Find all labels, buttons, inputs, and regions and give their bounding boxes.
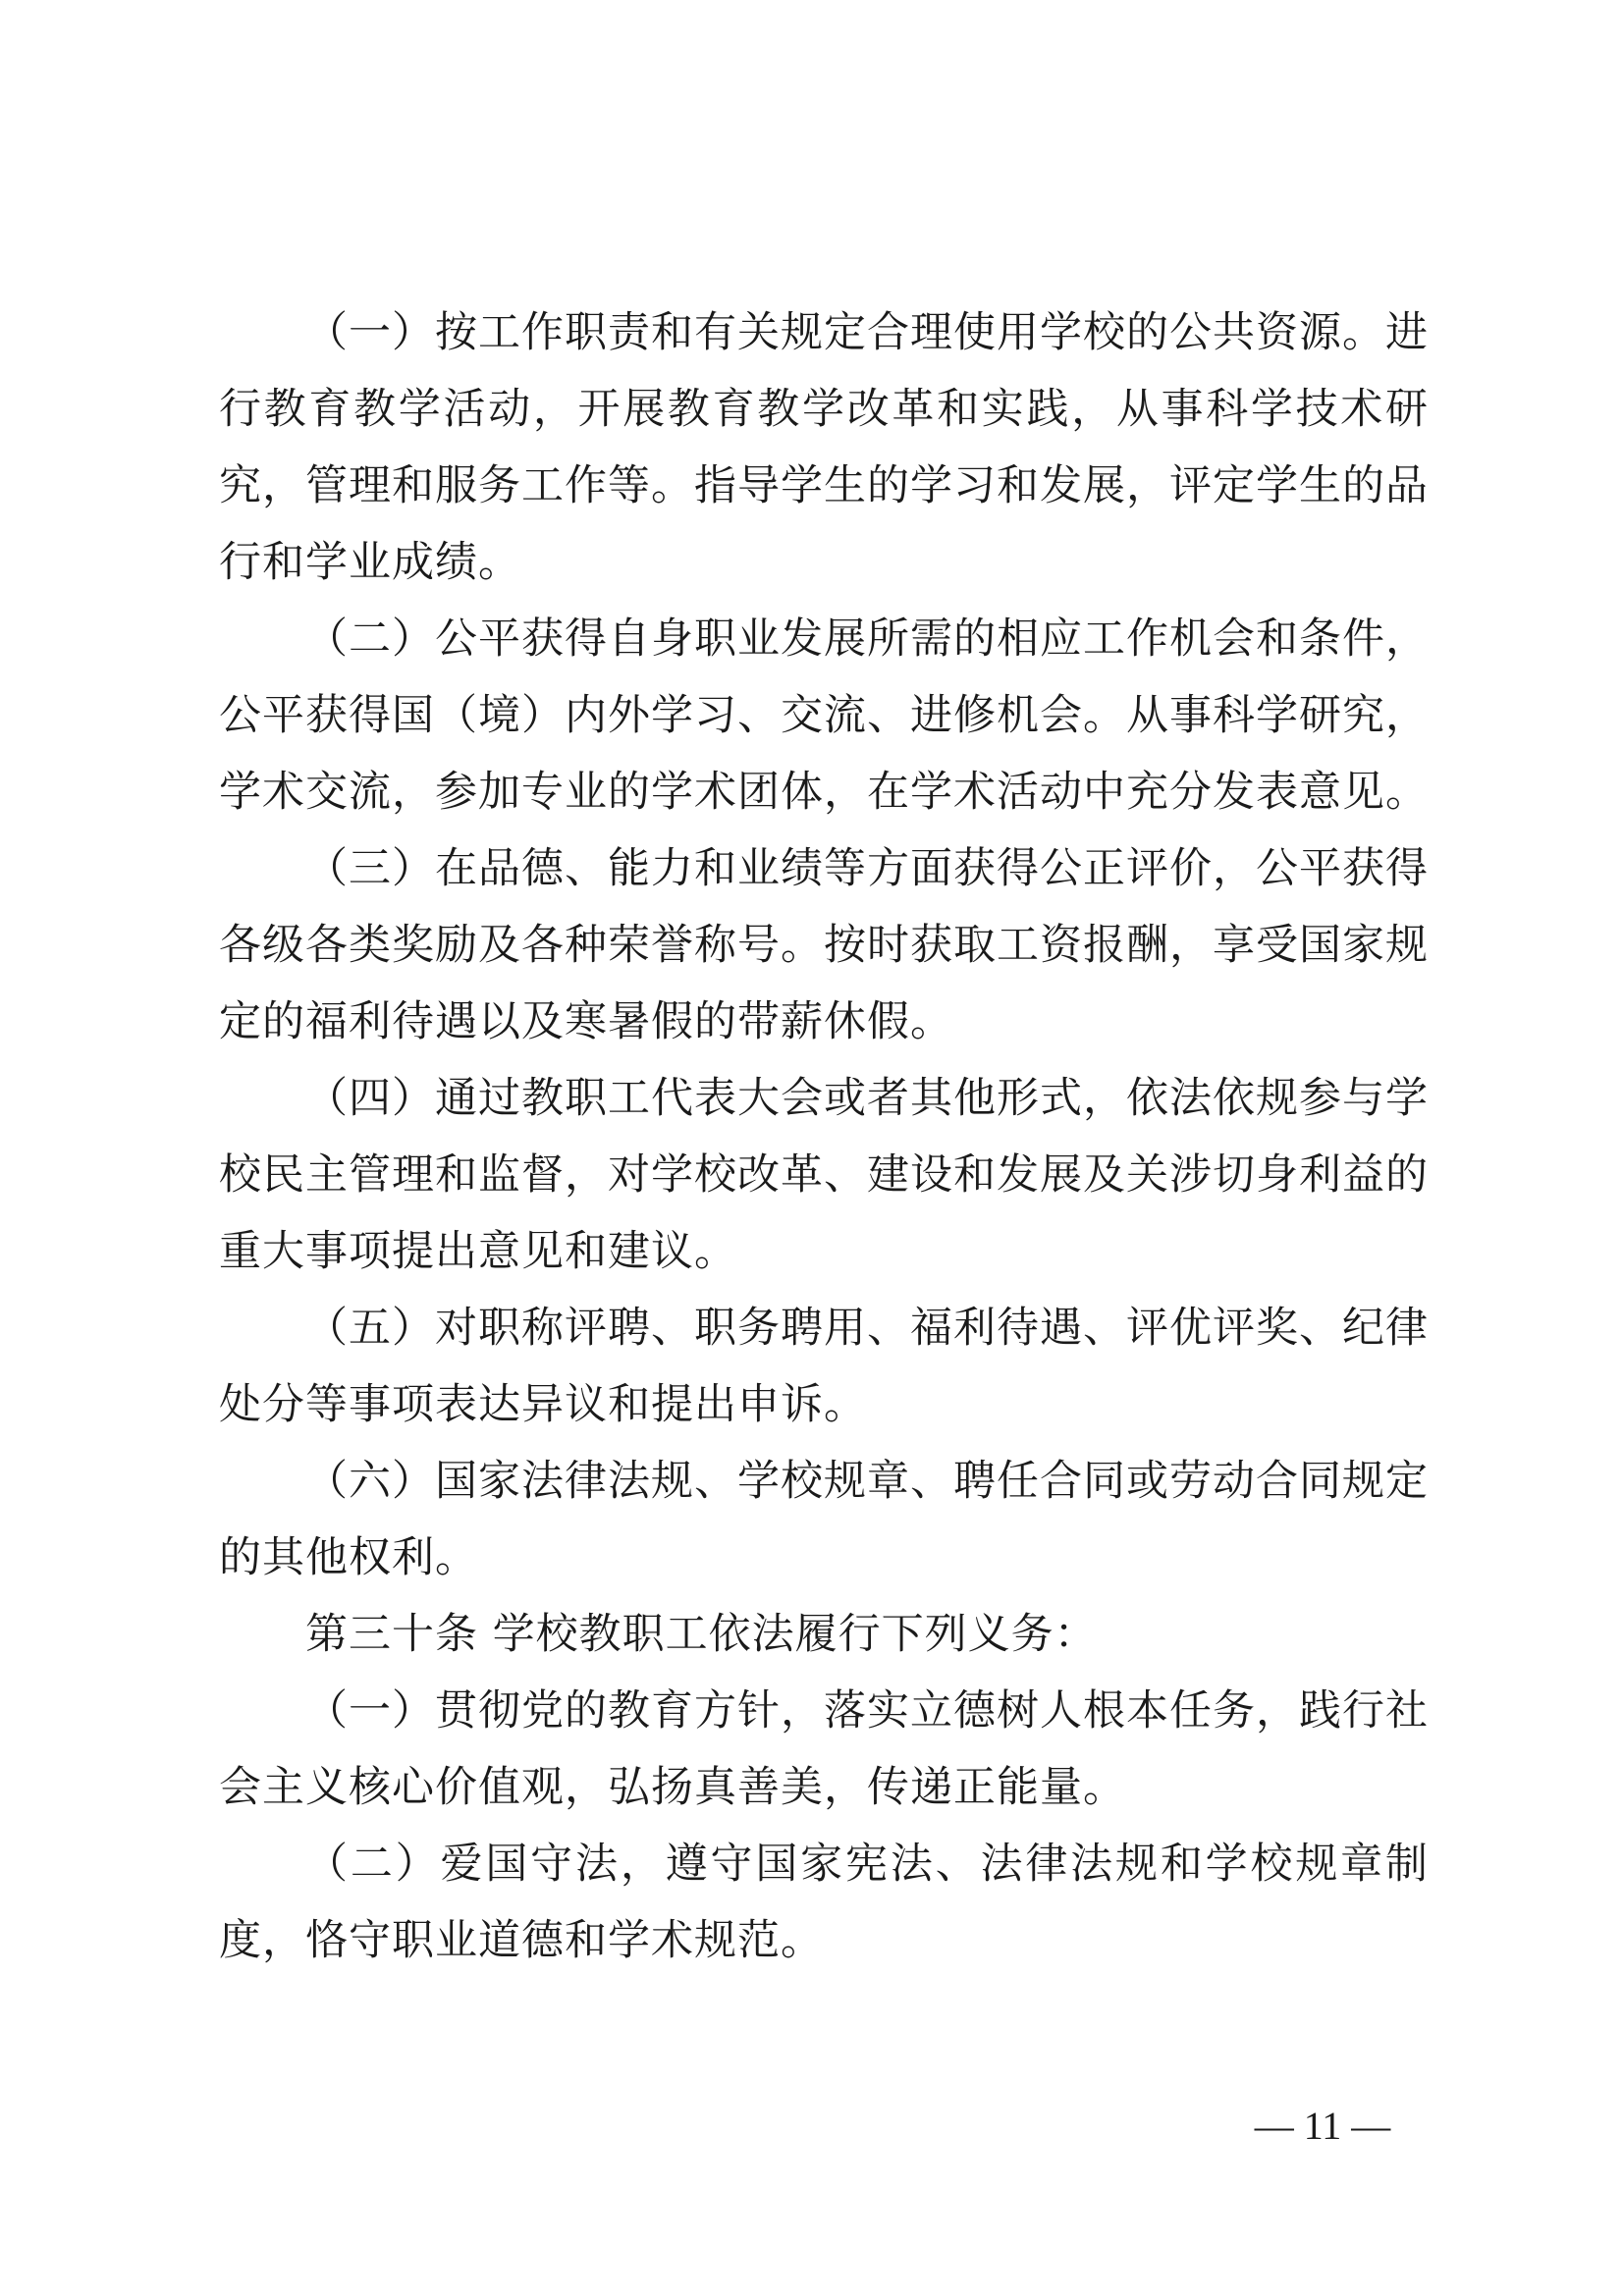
article-30-heading: 第三十条 学校教职工依法履行下列义务： — [305, 1610, 1098, 1659]
paragraph-right-2: （二）公平获得自身职业发展所需的相应工作机会和条件，公平获得国（境）内外学习、交流、进修机会。从事科学研究，学术交流，参加专业的学术团体，在学术活动中充分发表意见。 — [219, 614, 1429, 817]
paragraph-right-5: （五）对职称评聘、职务聘用、福利待遇、评优评奖、纪律处分等事项表达异议和提出申诉。 — [219, 1304, 1429, 1429]
paragraph-right-4: （四）通过教职工代表大会或者其他形式，依法依规参与学校民主管理和监督，对学校改革、建设和发展及关涉切身利益的重大事项提出意见和建议。 — [219, 1074, 1429, 1276]
paragraph-duty-1: （一）贯彻党的教育方针，落实立德树人根本任务，践行社会主义核心价值观，弘扬真善美，传递正能量。 — [219, 1686, 1429, 1812]
paragraph-duty-2: （二）爱国守法，遵守国家宪法、法律法规和学校规章制度，恪守职业道德和学术规范。 — [219, 1840, 1429, 1965]
paragraph-right-3: （三）在品德、能力和业绩等方面获得公正评价，公平获得各级各类奖励及各种荣誉称号。按时获取工资报酬，享受国家规定的福利待遇以及寒暑假的带薪休假。 — [219, 844, 1429, 1046]
document-body — [219, 294, 1429, 1979]
paragraph-right-1: （一）按工作职责和有关规定合理使用学校的公共资源。进行教育教学活动，开展教育教学改革和实践，从事科学技术研究，管理和服务工作等。指导学生的学习和发展，评定学生的品行和学业成绩。 — [219, 308, 1429, 587]
page-number: — 11 — — [1254, 2104, 1391, 2148]
paragraph-right-6: （六）国家法律法规、学校规章、聘任合同或劳动合同规定的其他权利。 — [219, 1457, 1429, 1582]
